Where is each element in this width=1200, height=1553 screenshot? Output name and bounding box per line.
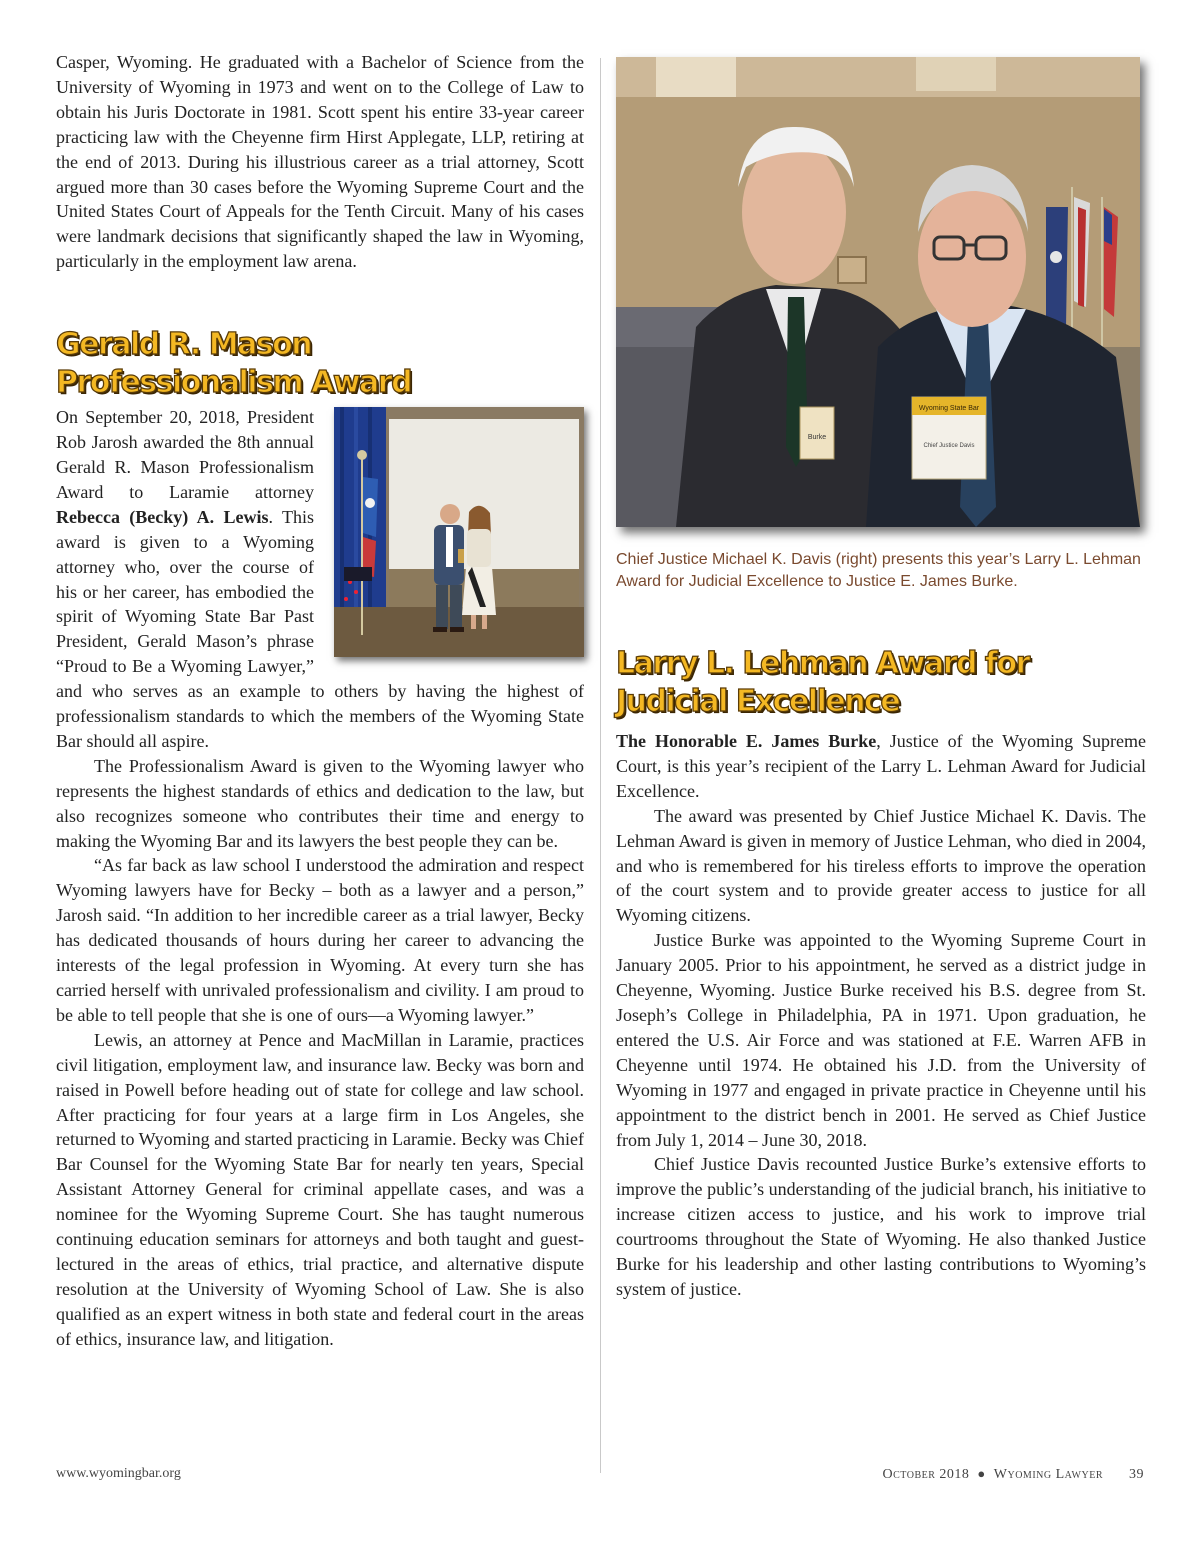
recipient-name-lewis: Rebecca (Becky) A. Lewis bbox=[56, 506, 269, 527]
lehman-p1-text: , Justice of the Wyoming Supreme Court, is this year’s recipient of the Larry L. Lehman Award for Judicial Excellence. bbox=[616, 731, 1146, 801]
mason-paragraph-4: Lewis, an attorney at Pence and MacMillan in Laramie, practices civil litigation, employment law, and insurance law. Becky was born and raised in Powell before heading out of state for college and law school. After practicing for four years at a large firm in Los Angeles, she returned to Wyoming and started practicing in Laramie. Becky was Chief Bar Counsel for the Wyoming State Bar for nearly ten years, Special Assistant Attorney General for criminal appellate cases, and was a nominee for the Wyoming Supreme Court. She has taught numerous continuing education seminars for attorneys and both taught and guest-lectured in the areas of ethics, trial practice, and alternative dispute resolution at the University of Wyoming School of Law. She is also qualified as an expert witness in both state and federal court in the areas of ethics, insurance law, and litigation. bbox=[56, 1029, 584, 1349]
mason-award-heading bbox=[56, 326, 584, 402]
lewis-award-photo bbox=[334, 407, 584, 657]
page-number: 39 bbox=[1129, 1467, 1144, 1482]
lehman-paragraph-2: The award was presented by Chief Justice Michael K. Davis. The Lehman Award is given in memory of Justice Lehman, who died in 2004, and who is remembered for his tireless efforts to improve the operation of the court system and to provide greater access to justice for all Wyoming citizens. bbox=[616, 805, 1146, 926]
mason-heading-line1: Gerald R. Mason bbox=[56, 327, 312, 363]
lehman-paragraph-3: Justice Burke was appointed to the Wyoming Supreme Court in January 2005. Prior to his appointment, he served as a district judge in Cheyenne, Wyoming. Justice Burke received his B.S. degree from St. Joseph’s College in Philadelphia, PA in 1971. Upon graduation, he entered the U.S. Air Force and was stationed at F.E. Warren AFB in Cheyenne until 1974. He obtained his J.D. from the University of Wyoming in 1977 and engaged in private practice in Cheyenne until his appointment to the district bench in 2001. He served as Chief Justice from July 1, 2014 – June 30, 2018. bbox=[616, 930, 1146, 1150]
footer-publication: Wyoming Lawyer bbox=[993, 1467, 1103, 1482]
lehman-paragraph-4: Chief Justice Davis recounted Justice Burke’s extensive efforts to improve the public’s understanding of the judicial branch, his initiative to increase citizen access to justice, and his work to improve trial courtrooms throughout the State of Wyoming. He also thanked Justice Burke for his leadership and other lasting contributions to Wyoming’s system of justice. bbox=[616, 1154, 1146, 1299]
lehman-heading-line1: Larry L. Lehman Award for bbox=[616, 646, 1029, 681]
mason-p1-text-cont: . This award is given to a Wyoming attorney who, over the course of his or her career, has embodied the spirit of Wyoming State Bar Past President, Gerald Mason’s phrase “Proud to Be a Wyoming Lawyer,” and who serves as an example to others by having the highest of professionalism standards to which the members of the Wyoming State Bar should all aspire. bbox=[56, 506, 584, 751]
column-divider bbox=[600, 58, 601, 1473]
lehman-paragraph-1 bbox=[616, 729, 1146, 804]
footer-url[interactable]: www.wyomingbar.org bbox=[56, 1466, 181, 1481]
justices-photo-icon bbox=[616, 57, 1140, 527]
page-footer bbox=[56, 1466, 1144, 1490]
left-column bbox=[56, 50, 584, 1352]
footer-publication-info bbox=[883, 1466, 1144, 1483]
badge-right-name-text: Chief Justice Davis bbox=[923, 443, 975, 449]
right-column bbox=[616, 50, 1146, 1302]
burke-davis-photo bbox=[616, 57, 1140, 527]
mason-paragraph-2: The Professionalism Award is given to the Wyoming lawyer who represents the highest standards of ethics and dedication to the law, but also recognizes someone who contributes their time and energy to making the Wyoming Bar and its lawyers the best people they can be. bbox=[56, 755, 584, 851]
badge-right-title-text: Wyoming State Bar bbox=[918, 405, 980, 412]
footer-issue: October 2018 bbox=[882, 1467, 970, 1482]
recipient-name-burke: The Honorable E. James Burke bbox=[616, 731, 877, 751]
lehman-heading-line2: Judicial Excellence bbox=[616, 684, 900, 719]
mason-heading-line2: Professionalism Award bbox=[56, 365, 412, 401]
lehman-award-heading bbox=[616, 645, 1146, 721]
photo-caption: Chief Justice Michael K. Davis (right) presents this year’s Larry L. Lehman Award for Judicial Excellence to Justice E. James Burke. bbox=[616, 551, 1141, 590]
mason-p1-text: On September 20, 2018, President Rob Jarosh awarded the 8th annual Gerald R. Mason Professionalism Award to Laramie attorney bbox=[56, 407, 314, 502]
badge-left-text: Burke bbox=[807, 434, 827, 441]
intro-paragraph: Casper, Wyoming. He graduated with a Bachelor of Science from the University of Wyoming in 1973 and went on to the College of Law to obtain his Juris Doctorate in 1981. Scott spent his entire 33-year career practicing law with the Cheyenne firm Hirst Applegate, LLP, retiring at the end of 2013. During his illustrious career as a trial attorney, Scott argued more than 30 cases before the Wyoming Supreme Court and the United States Court of Appeals for the Tenth Circuit. Many of his cases were landmark decisions that significantly shaped the law in Wyoming, particularly in the employment law arena. bbox=[56, 52, 584, 272]
bullet-icon: ● bbox=[977, 1466, 986, 1481]
award-presentation-photo-icon bbox=[334, 407, 584, 657]
mason-paragraph-3: “As far back as law school I understood the admiration and respect Wyoming lawyers have for Becky – both as a lawyer and a person,” Jarosh said. “In addition to her incredible career as a trial lawyer, Becky has dedicated thousands of hours during her career to advancing the interests of the legal profession in Wyoming. At every turn she has carried herself with unrivaled professionalism and civility. I am proud to be able to tell people that she is one of ours—a Wyoming lawyer.” bbox=[56, 855, 584, 1025]
